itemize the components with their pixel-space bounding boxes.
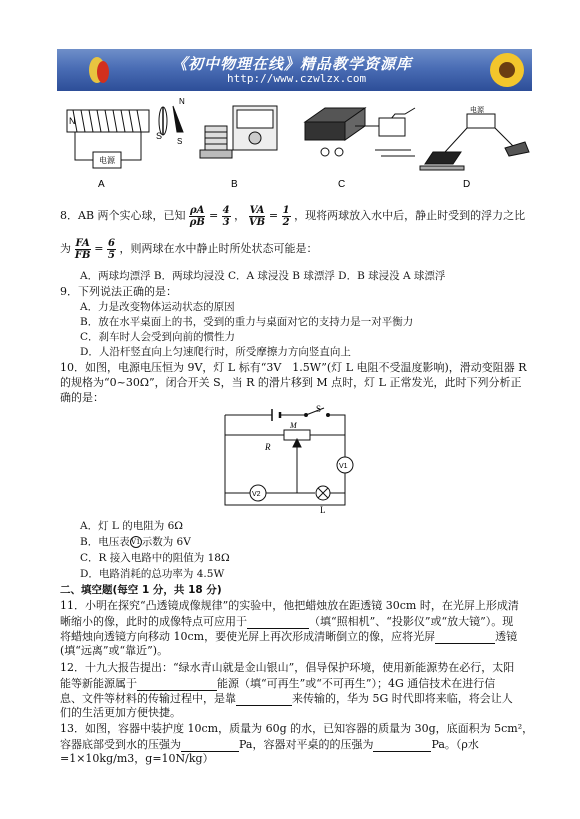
section-2-heading: 二、填空题(每空 1 分，共 18 分) — [60, 584, 222, 596]
q8-volume-ratio-label — [249, 205, 266, 228]
q8-force-ratio-label — [75, 238, 91, 261]
q8-r2-num: 1 — [282, 204, 290, 216]
q8-f-b: FB — [74, 249, 91, 261]
header-banner — [57, 49, 532, 91]
question-8-line-1: 8．AB 两个实心球，已知 $\frac{\rho A}{\rho B}$ = $\frac{4}{3}$ ， $\frac{VA}{VB}$ = $\frac{1}{2}$ ，现将两球放入水中后，静止时受到的浮力之比 — [60, 204, 526, 228]
circuit-rheostat-label: R — [265, 442, 271, 452]
q13-line2-post: Pa。（ρ水 — [431, 738, 479, 751]
circuit-lamp-label: L — [320, 505, 326, 515]
q13-line2-mid: Pa，容器对平桌的的压强为 — [239, 738, 374, 751]
q13-blank-2[interactable] — [373, 737, 431, 752]
q12-line3-pre: 息、文件等材料的传输过程中，是靠 — [60, 692, 236, 705]
q8-prefix: 8．AB 两个实心球，已知 — [60, 209, 186, 222]
question-12-line-3 — [60, 691, 513, 706]
site-logo-icon — [87, 55, 113, 85]
voltmeter-icon: V1 — [130, 538, 141, 546]
q10-option-b-pre: B．电压表 — [80, 536, 130, 548]
q8-volume-ratio-value — [282, 205, 291, 228]
q8-v-a: VA — [249, 204, 265, 216]
q8-rho-a: ρA — [190, 204, 205, 216]
figure-c-magnet — [305, 108, 415, 156]
q8-r2-den: 2 — [282, 216, 290, 228]
q12-line2-pre: 能等新能源属于 — [60, 677, 137, 690]
circuit-slider-label: M — [290, 421, 297, 430]
figure-label-d: D — [463, 179, 471, 190]
figure-label-b: B — [231, 179, 238, 190]
q10-option-b — [80, 535, 191, 549]
q8-r3-den: 5 — [108, 249, 115, 261]
question-13-line-3: =1×10kg/m3，g=10N/kg） — [60, 752, 214, 765]
figure-b-meter — [200, 106, 277, 158]
question-11-line-1: 11．小明在探究“凸透镜成像规律”的实验中，他把蜡烛放在距透镜 30cm 时，在光屏上形成清 — [60, 599, 519, 612]
q10-option-d: D．电路消耗的总功率为 4.5W — [80, 568, 225, 580]
q9-option-b: B．放在水平桌面上的书，受到的重力与桌面对它的支持力是一对平衡力 — [80, 316, 414, 328]
q12-line3-post: 来传输的，华为 5G 时代即将来临，将会让人 — [292, 692, 513, 705]
q8-options: A．两球均漂浮 B．两球均浸没 C．A 球浸没 B 球漂浮 D．B 球浸没 A 球漂浮 — [80, 270, 446, 282]
q8-force-ratio-value — [107, 238, 116, 261]
figure-label-a: A — [98, 179, 105, 190]
q11-blank-2[interactable] — [435, 629, 495, 644]
compass-pole-n: N — [179, 97, 185, 106]
q9-option-d: D．人沿杆竖直向上匀速爬行时，所受摩擦力方向竖直向上 — [80, 346, 351, 358]
figure-d-power-label: 电源 — [470, 107, 484, 114]
circuit-voltmeter-1: V1 — [339, 463, 348, 470]
figure-strip — [55, 92, 535, 192]
q11-line3-post: 透镜 — [495, 630, 518, 643]
banner-url: http://www.czwlzx.com — [227, 72, 367, 85]
q10-option-b-post: 示数为 6V — [141, 536, 191, 548]
question-13-line-1: 13．如图，容器中装护度 10cm，质量为 60g 的水，已知容器的质量为 30g，底面积为 5cm²， — [60, 722, 534, 735]
figure-label-c: C — [338, 179, 346, 190]
figure-a-solenoid — [67, 107, 167, 168]
q11-blank-1[interactable] — [247, 614, 309, 629]
q8-r3-num: 6 — [108, 237, 115, 249]
question-13-line-2 — [60, 737, 479, 752]
q12-blank-1[interactable] — [137, 676, 217, 691]
q12-blank-2[interactable] — [236, 691, 292, 706]
q11-line2-pre: 晰缩小的像，此时的成像特点可应用于 — [60, 615, 247, 628]
question-11-line-3 — [60, 629, 517, 644]
q13-line2-pre: 容器底部受到水的压强为 — [60, 738, 181, 751]
sunflower-icon — [488, 51, 526, 89]
question-11-line-2 — [60, 614, 513, 629]
experiment-figures — [55, 92, 535, 192]
figure-compass — [173, 106, 183, 132]
q9-option-c: C．刹车时人会受到向前的惯性力 — [80, 331, 236, 343]
figure-a-power-label: 电源 — [99, 156, 115, 165]
question-10-line-2: 的规格为“0~30Ω”，闭合开关 S，当 R 的滑片移到 M 点时，灯 L 正常发光，此时下列分析正 — [60, 376, 522, 389]
circuit-diagram — [210, 405, 360, 515]
q8-r1-num: 4 — [222, 204, 230, 216]
q8-r1-den: 3 — [222, 216, 230, 228]
q10-option-a: A．灯 L 的电阻为 6Ω — [80, 520, 183, 532]
question-10-line-3: 确的是： — [60, 391, 104, 404]
question-10-line-1: 10．如图，电源电压恒为 9V，灯 L 标有“3V 1.5W”(灯 L 电阻不受温度影响)，滑动变阻器 R — [60, 361, 527, 374]
figure-a-pole-s: S — [156, 131, 163, 141]
q8-density-ratio-value — [222, 205, 231, 228]
q8-line2-suffix: ，则两球在水中静止时所处状态可能是： — [119, 242, 318, 255]
figure-a-pole-n: N — [69, 116, 76, 126]
q8-suffix: ，现将两球放入水中后，静止时受到的浮力之比 — [294, 209, 526, 222]
circuit-voltmeter-2: V2 — [252, 491, 261, 498]
q10-option-c: C．R 接入电路中的阻值为 18Ω — [80, 552, 230, 564]
q12-line2-post: 能源（填“可再生”或“不可再生”）；4G 通信技术在进行信 — [217, 677, 496, 690]
q11-line3-pre: 将蜡烛向透镜方向移动 10cm，要使光屏上再次形成清晰倒立的像，应将光屏 — [60, 630, 436, 643]
banner-title: 《初中物理在线》精品教学资源库 — [172, 55, 413, 73]
question-8-line-2: 为 $\frac{FA}{FB}$ = $\frac{6}{5}$ ，则两球在水中静止时所处状态可能是： — [60, 237, 318, 261]
question-12-line-4: 们的生活更加方便快捷。 — [60, 706, 181, 719]
question-12-line-1: 12．十九大报告提出：“绿水青山就是金山银山”，倡导保护环境，使用新能源势在必行，太阳 — [60, 661, 515, 674]
q8-rho-b: ρB — [189, 216, 205, 228]
q8-v-b: VB — [248, 216, 266, 228]
q8-f-a: FA — [75, 237, 90, 249]
q9-option-a: A．力是改变物体运动状态的原因 — [80, 301, 235, 313]
q11-line2-post: （填“照相机”、“投影仪”或“放大镜”）。现 — [309, 615, 514, 628]
figure-d-power — [420, 114, 529, 170]
compass-pole-s: S — [177, 137, 183, 146]
q13-blank-1[interactable] — [181, 737, 239, 752]
q8-density-ratio-label — [189, 205, 205, 228]
question-11-line-4: (填“远离”或“靠近”)。 — [60, 644, 169, 657]
question-12-line-2 — [60, 676, 495, 691]
q8-line2-prefix: 为 — [60, 242, 71, 255]
circuit-switch-label: S — [316, 405, 322, 414]
question-9-stem: 9．下列说法正确的是： — [60, 285, 177, 298]
